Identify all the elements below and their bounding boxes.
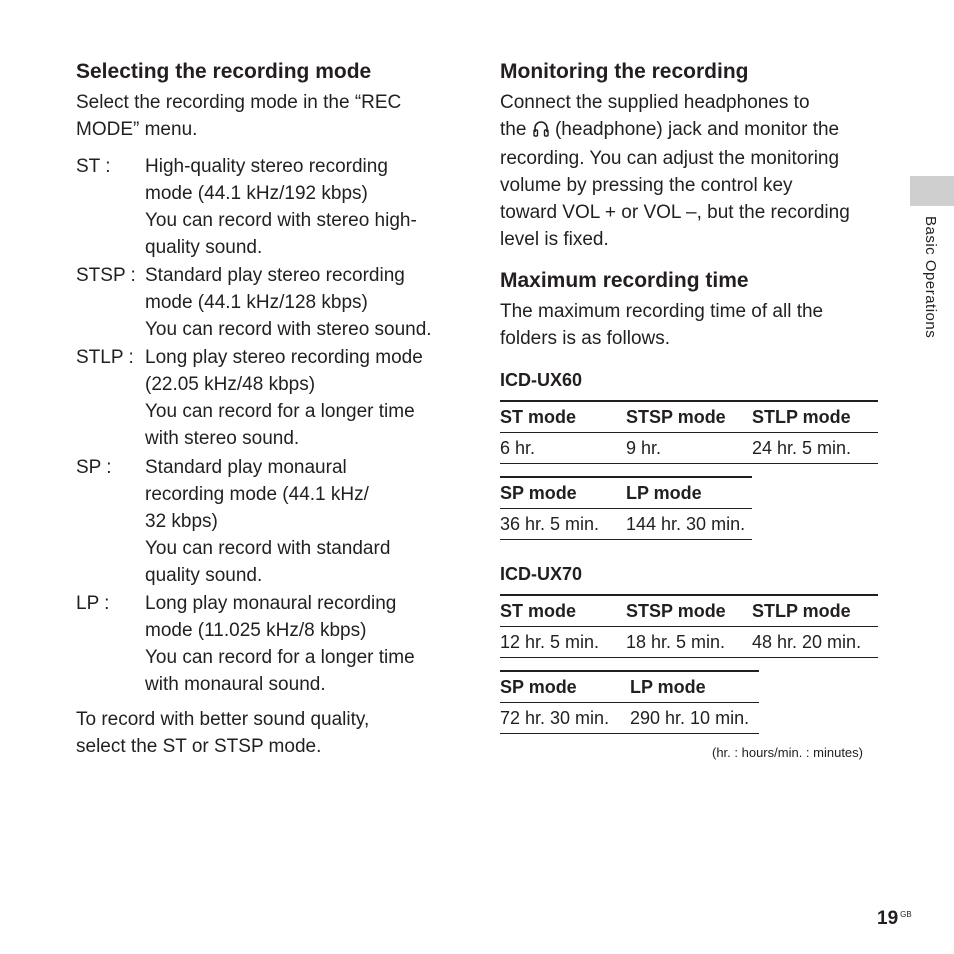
table-cell: 290 hr. 10 min. [630,703,759,734]
table-cell: 36 hr. 5 min. [500,509,626,540]
section-heading-monitoring: Monitoring the recording [500,60,749,83]
table-row [500,703,759,734]
mode-description: Standard play stereo recording mode (44.1 kHz/128 kbps) You can record with stereo sound. [145,265,432,340]
table-cell: 24 hr. 5 min. [752,433,878,464]
section-heading-recording-mode: Selecting the recording mode [76,60,372,83]
table-row [500,433,878,464]
table-header: LP mode [626,477,752,509]
table-header-row [500,671,759,703]
model-title-ux70: ICD-UX70 [500,564,583,584]
table-row [500,627,878,658]
model-title-ux60: ICD-UX60 [500,370,583,390]
mode-description: Standard play monaural recording mode (44.1 kHz/ 32 kbps) You can record with standard quality sound. [145,457,391,586]
page-suffix: GB [900,909,912,919]
table-header: STSP mode [626,401,752,433]
section-side-label: Basic Operations [922,216,939,339]
ux70-table-mono [500,670,759,734]
section-heading-max-time: Maximum recording time [500,269,749,292]
monitoring-paragraph: Connect the supplied headphones to the (headphone) jack and monitor the recording. You can adjust the monitoring volume by pressing the control key toward VOL + or VOL –, but the recording level is fixed. [500,92,850,250]
table-header: STSP mode [626,595,752,627]
table-header-row [500,595,878,627]
ux60-table-mono [500,476,752,540]
units-note: (hr. : hours/min. : minutes) [712,745,863,760]
mode-description: Long play stereo recording mode (22.05 kHz/48 kbps) You can record for a longer time with stereo sound. [145,347,423,449]
table-header-row [500,401,878,433]
table-header: STLP mode [752,401,878,433]
intro-line: Select the recording mode in the “REC [76,92,402,113]
table-cell: 144 hr. 30 min. [626,509,752,540]
mode-code: STLP : [76,347,134,368]
table-header: SP mode [500,671,630,703]
mode-code: ST : [76,156,111,177]
table-cell: 72 hr. 30 min. [500,703,630,734]
closing-line: select the ST or STSP mode. [76,736,322,757]
table-row [500,509,752,540]
table-cell: 12 hr. 5 min. [500,627,626,658]
mode-code: SP : [76,457,112,478]
table-cell: 6 hr. [500,433,626,464]
table-header: ST mode [500,401,626,433]
ux60-table-stereo [500,400,878,464]
ux70-table-stereo [500,594,878,658]
table-header: ST mode [500,595,626,627]
table-header: SP mode [500,477,626,509]
section-tab-marker [910,176,954,206]
closing-paragraph [76,706,369,760]
closing-line: To record with better sound quality, [76,709,370,730]
page-number: 19 $^{GB}$ [877,908,912,929]
max-time-paragraph: The maximum recording time of all the folders is as follows. [500,301,824,349]
table-cell: 9 hr. [626,433,752,464]
table-cell: 18 hr. 5 min. [626,627,752,658]
table-header: STLP mode [752,595,878,627]
table-header-row [500,477,752,509]
mode-code: STSP : [76,265,136,286]
intro-line: MODE” menu. [76,119,198,140]
intro-paragraph [76,89,401,143]
mode-code: LP : [76,593,110,614]
table-header: LP mode [630,671,759,703]
table-cell: 48 hr. 20 min. [752,627,878,658]
headphone-icon [533,118,549,145]
mode-description: High-quality stereo recording mode (44.1 kHz/192 kbps) You can record with stereo high- quality sound. [145,156,417,258]
mode-description: Long play monaural recording mode (11.025 kHz/8 kbps) You can record for a longer time with monaural sound. [145,593,415,695]
